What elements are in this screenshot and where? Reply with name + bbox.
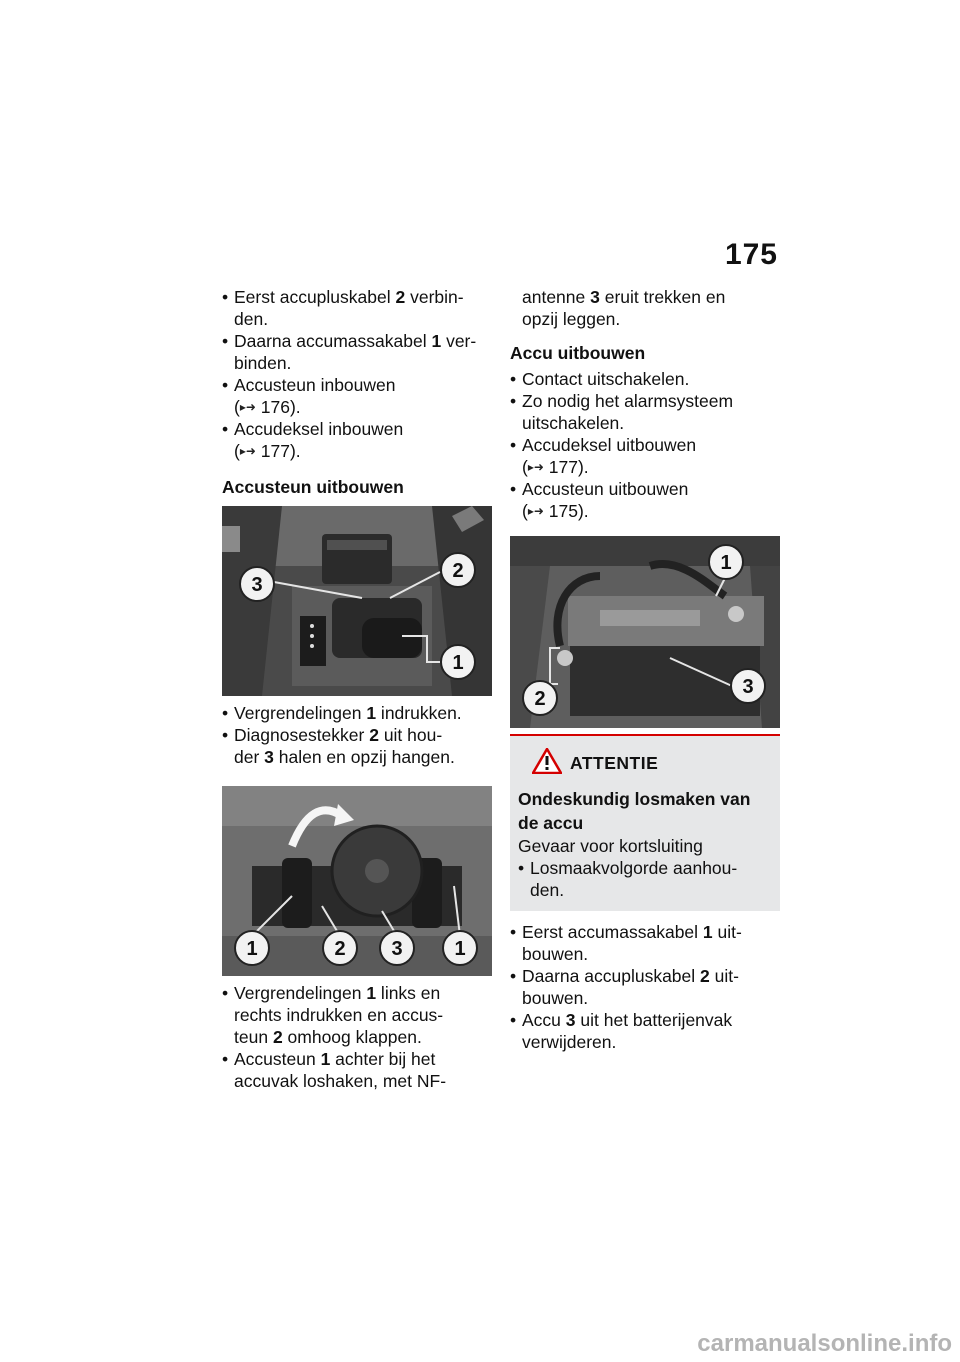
callout-3: 3 bbox=[251, 574, 263, 596]
list-item: • Accusteun inbouwen bbox=[222, 374, 492, 396]
list-item: • Accudeksel uitbouwen bbox=[510, 434, 780, 456]
callout-1: 1 bbox=[246, 938, 258, 960]
section-heading: Accu uitbouwen bbox=[510, 343, 646, 363]
list-item: • Contact uitschakelen. bbox=[510, 368, 780, 390]
warning-text: Gevaar voor kortsluiting bbox=[518, 836, 703, 856]
left-column bbox=[222, 286, 492, 1092]
reference-arrow-icon: ▸➜ bbox=[527, 504, 544, 518]
list-item-continuation: verwijderen. bbox=[522, 1032, 617, 1052]
list-item: • Daarna accupluskabel 2 uit- bbox=[510, 965, 780, 987]
callout-1: 1 bbox=[720, 552, 732, 574]
list-item-continuation: bouwen. bbox=[522, 944, 589, 964]
list-item: • Diagnosestekker 2 uit hou- bbox=[222, 724, 492, 746]
callout-1: 1 bbox=[454, 938, 466, 960]
page-reference[interactable]: (▸➜ 177). bbox=[522, 457, 589, 477]
list-item: • Accu 3 uit het batterijenvak bbox=[510, 1009, 780, 1031]
list-item-continuation: accuvak loshaken, met NF- bbox=[234, 1071, 447, 1091]
list-item: • Zo nodig het alarmsysteem bbox=[510, 390, 780, 412]
figure-battery-support bbox=[222, 786, 492, 976]
page-reference[interactable]: (▸➜ 177). bbox=[234, 441, 301, 461]
figure-battery-holder bbox=[222, 506, 492, 696]
page-reference[interactable]: (▸➜ 175). bbox=[522, 501, 589, 521]
figure-battery bbox=[510, 536, 780, 728]
list-item-continuation: opzij leggen. bbox=[522, 309, 621, 329]
list-item-continuation: rechts indrukken en accus- bbox=[234, 1005, 444, 1025]
warning-item-continuation: den. bbox=[530, 880, 565, 900]
callout-2: 2 bbox=[334, 938, 346, 960]
warning-header bbox=[518, 748, 772, 779]
reference-arrow-icon: ▸➜ bbox=[239, 400, 256, 414]
callout-3: 3 bbox=[742, 676, 754, 698]
list-item: • Vergrendelingen 1 links en bbox=[222, 982, 492, 1004]
section-heading: Accusteun uitbouwen bbox=[222, 477, 404, 497]
reference-arrow-icon: ▸➜ bbox=[527, 460, 544, 474]
warning-title: ATTENTIE bbox=[570, 753, 659, 773]
watermark: carmanualsonline.info bbox=[697, 1330, 952, 1357]
list-item-continuation: bouwen. bbox=[522, 988, 589, 1008]
list-item: • Eerst accumassakabel 1 uit- bbox=[510, 921, 780, 943]
list-item: • Daarna accumassakabel 1 ver- bbox=[222, 330, 492, 352]
reference-arrow-icon: ▸➜ bbox=[239, 444, 256, 458]
callout-1: 1 bbox=[452, 652, 464, 674]
list-item: • Eerst accupluskabel 2 verbin- bbox=[222, 286, 492, 308]
list-item: • Accusteun uitbouwen bbox=[510, 478, 780, 500]
list-item-continuation: der 3 halen en opzij hangen. bbox=[234, 747, 455, 767]
page-reference[interactable]: (▸➜ 176). bbox=[234, 397, 301, 417]
list-item-continuation: den. bbox=[234, 309, 269, 329]
page-number: 175 bbox=[724, 238, 778, 271]
warning-box bbox=[510, 734, 780, 911]
callout-3: 3 bbox=[391, 938, 403, 960]
list-item: • Vergrendelingen 1 indrukken. bbox=[222, 702, 492, 724]
list-item-continuation: antenne 3 eruit trekken en bbox=[522, 287, 726, 307]
warning-triangle-icon bbox=[532, 748, 562, 779]
callout-2: 2 bbox=[534, 688, 546, 710]
list-item: • Accudeksel inbouwen bbox=[222, 418, 492, 440]
warning-subtitle: Ondeskundig losmaken van de accu bbox=[518, 789, 751, 833]
list-item-continuation: teun 2 omhoog klappen. bbox=[234, 1027, 422, 1047]
list-item-continuation: uitschakelen. bbox=[522, 413, 625, 433]
list-item-continuation: binden. bbox=[234, 353, 292, 373]
warning-item: • Losmaakvolgorde aanhou- bbox=[518, 857, 772, 879]
right-column bbox=[510, 286, 780, 1053]
list-item: • Accusteun 1 achter bij het bbox=[222, 1048, 492, 1070]
callout-2: 2 bbox=[452, 560, 464, 582]
